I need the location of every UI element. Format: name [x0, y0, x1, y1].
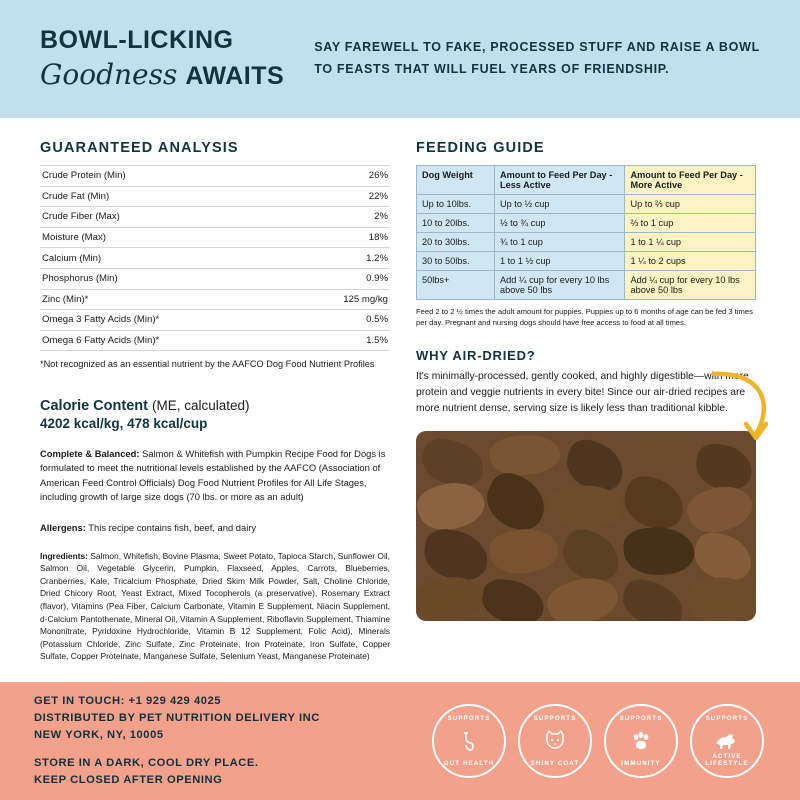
- table-row: [417, 195, 756, 214]
- footer-storage-line2: KEEP CLOSED AFTER OPENING: [34, 774, 223, 787]
- ingredients-text: Salmon, Whitefish, Bovine Plasma, Sweet Potato, Tapioca Starch, Sunflower Oil, Salmon Oil, Vegetable Glycerin, Pumpkin, Flaxseed, Apples, Carrots, Blueberries, Cranberries, Kale, Tricalcium Phosphate, Dried Skim Milk Powder, Salt, Choline Chloride, Dried Chicory Root, Yeast Extract, Mixed Tocopherols (a preservative), Rosemary Extract (flavor), Vitamins (Pea Fiber, Calcium Carbonate, Vitamin E Supplement, Niacin Supplement, d-Calcium Pantothenate, Mineral Oil, Vitamin A Supplement, Riboflavin Supplement, Thiamine Mononitrate, Pyridoxine Hydrochloride, Vitamin B 12 Supplement, Folic Acid), Minerals (Potassium Chloride, Zinc Sulfate, Zinc Proteinate, Iron Proteinate, Iron Sulfate, Copper Sulfate, Copper Proteinate, Manganese Sulfate, Selenium Yeast, Manganese Proteinate): [40, 550, 390, 662]
- header-tagline: SAY FAREWELL TO FAKE, PROCESSED STUFF AND RAISE A BOWL TO FEASTS THAT WILL FUEL YEARS OF FRIENDSHIP.: [314, 40, 760, 76]
- table-row: [40, 330, 390, 351]
- allergens-text: This recipe contains fish, beef, and dairy: [85, 522, 257, 533]
- cell-more-active: Up to ⅔ cup: [625, 195, 756, 214]
- product-photo: [416, 431, 756, 621]
- curved-arrow-icon: [708, 368, 778, 448]
- table-row: [417, 252, 756, 271]
- nutrient-name: Moisture (Max): [42, 232, 106, 244]
- dog-icon: [542, 729, 568, 753]
- nutrient-name: Calcium (Min): [42, 252, 102, 264]
- badge-bottom-text: SHINY COAT: [530, 760, 580, 767]
- badge-bottom-text: IMMUNITY: [621, 760, 661, 767]
- table-row: [40, 207, 390, 228]
- cell-less-active: Up to ½ cup: [494, 195, 625, 214]
- why-air-dried-block: [416, 348, 756, 417]
- badge-top-text: SUPPORTS: [619, 715, 663, 722]
- badge-shiny-coat: [518, 704, 592, 778]
- footer-distributor-line2: NEW YORK, NY, 10005: [34, 729, 164, 742]
- badge-top-text: SUPPORTS: [447, 715, 491, 722]
- running-dog-icon: [713, 730, 741, 752]
- paw-icon: [629, 729, 653, 753]
- cell-weight: 50lbs+: [417, 271, 495, 300]
- complete-balanced-label: Complete & Balanced:: [40, 447, 140, 459]
- cell-more-active: 1 to 1 ¼ cup: [625, 233, 756, 252]
- nutrient-name: Omega 3 Fatty Acids (Min)*: [42, 314, 160, 326]
- nutrient-name: Crude Protein (Min): [42, 170, 126, 182]
- nutrient-value: 2%: [374, 211, 388, 223]
- header-title-block: [40, 27, 284, 91]
- footer-contact-block: [34, 693, 414, 790]
- nutrient-name: Omega 6 Fatty Acids (Min)*: [42, 335, 160, 347]
- badge-bottom-text: ACTIVE LIFESTYLE: [705, 753, 749, 767]
- right-column: [416, 140, 756, 663]
- table-row: [417, 214, 756, 233]
- calorie-heading-note: (ME, calculated): [151, 397, 250, 413]
- nutrient-value: 125 mg/kg: [343, 293, 388, 305]
- table-row: [40, 268, 390, 289]
- table-row: [40, 248, 390, 269]
- header-title-script: Goodness: [40, 57, 178, 91]
- cell-more-active: ⅔ to 1 cup: [625, 214, 756, 233]
- feeding-guide-title: FEEDING GUIDE: [416, 140, 545, 156]
- header-title-line1: BOWL-LICKING: [40, 26, 234, 55]
- allergens-label: Allergens:: [40, 522, 86, 533]
- nutrient-value: 26%: [368, 170, 388, 182]
- cell-weight: 20 to 30lbs.: [417, 233, 495, 252]
- column-header-less-active: Amount to Feed Per Day - Less Active: [494, 166, 625, 195]
- nutrient-value: 18%: [368, 232, 388, 244]
- column-header-more-active: Amount to Feed Per Day - More Active: [625, 166, 756, 195]
- footer-banner: [0, 682, 800, 800]
- benefit-badges: [432, 704, 764, 778]
- nutrient-name: Crude Fat (Min): [42, 190, 110, 202]
- guaranteed-analysis-title: GUARANTEED ANALYSIS: [40, 140, 239, 156]
- table-row: [417, 233, 756, 252]
- nutrient-value: 22%: [368, 190, 388, 202]
- stomach-icon: [457, 729, 481, 753]
- header-title-awaits: AWAITS: [185, 61, 285, 90]
- table-row: [40, 227, 390, 248]
- table-row: [40, 310, 390, 331]
- calorie-value: 4202 kcal/kg, 478 kcal/cup: [40, 415, 208, 431]
- nutrient-name: Zinc (Min)*: [42, 293, 89, 305]
- column-header-weight: Dog Weight: [417, 166, 495, 195]
- nutrient-value: 0.5%: [366, 314, 388, 326]
- header-banner: [0, 0, 800, 118]
- why-air-dried-body: It's minimally-processed, gently cooked, and highly digestible—with more protein and veggie nutrients in every bite! Since our air-dried recipes are more nutrient dense, serving size is likely less than traditional kibble.: [416, 371, 749, 414]
- table-header-row: [417, 166, 756, 195]
- footer-distributor-line1: DISTRIBUTED BY PET NUTRITION DELIVERY INC: [34, 711, 320, 724]
- nutrient-value: 1.2%: [366, 252, 388, 264]
- complete-balanced-paragraph: [40, 447, 390, 505]
- allergens-paragraph: [40, 521, 390, 536]
- table-row: [40, 186, 390, 207]
- feeding-guide-note: Feed 2 to 2 ½ times the adult amount for puppies. Puppies up to 6 months of age can be fed 3 times per day. Pregnant and nursing dogs should have free access to food at all times.: [416, 307, 753, 327]
- badge-bottom-text: GUT HEALTH: [443, 760, 495, 767]
- cell-less-active: Add ¼ cup for every 10 lbs above 50 lbs: [494, 271, 625, 300]
- feeding-guide-table: [416, 165, 756, 300]
- badge-active-lifestyle: [690, 704, 764, 778]
- cell-weight: 10 to 20lbs.: [417, 214, 495, 233]
- badge-gut-health: [432, 704, 506, 778]
- cell-less-active: ¾ to 1 cup: [494, 233, 625, 252]
- table-row: [40, 166, 390, 187]
- kibble-pieces: [416, 431, 756, 621]
- nutrient-name: Phosphorus (Min): [42, 273, 118, 285]
- footer-contact: GET IN TOUCH: +1 929 429 4025: [34, 694, 222, 707]
- badge-top-text: SUPPORTS: [705, 715, 749, 722]
- badge-top-text: SUPPORTS: [533, 715, 577, 722]
- guaranteed-analysis-footnote: *Not recognized as an essential nutrient by the AAFCO Dog Food Nutrient Profiles: [40, 359, 375, 370]
- table-row: [417, 271, 756, 300]
- ingredients-label: Ingredients:: [40, 550, 88, 561]
- cell-weight: Up to 10lbs.: [417, 195, 495, 214]
- cell-less-active: 1 to 1 ½ cup: [494, 252, 625, 271]
- calorie-heading: Calorie Content: [40, 397, 148, 414]
- left-column: [40, 140, 390, 663]
- ingredients-paragraph: [40, 550, 390, 663]
- badge-immunity: [604, 704, 678, 778]
- calorie-content-block: [40, 398, 390, 431]
- table-row: [40, 289, 390, 310]
- complete-balanced-text: Salmon & Whitefish with Pumpkin Recipe Food for Dogs is formulated to meet the nutritional levels established by the AAFCO (Association of American Feed Control Officials) Dog Food Nutrient Profiles for All Life Stages, including growth of large size dogs (70 lbs. or more as an adult): [40, 447, 386, 503]
- cell-more-active: 1 ¼ to 2 cups: [625, 252, 756, 271]
- nutrient-value: 1.5%: [366, 335, 388, 347]
- cell-weight: 30 to 50lbs.: [417, 252, 495, 271]
- footer-storage-line1: STORE IN A DARK, COOL DRY PLACE.: [34, 756, 259, 769]
- guaranteed-analysis-table: [40, 165, 390, 351]
- why-air-dried-title: WHY AIR-DRIED?: [416, 348, 536, 363]
- cell-less-active: ½ to ¾ cup: [494, 214, 625, 233]
- nutrient-value: 0.9%: [366, 273, 388, 285]
- content-area: [0, 118, 800, 663]
- nutrient-name: Crude Fiber (Max): [42, 211, 120, 223]
- cell-more-active: Add ¼ cup for every 10 lbs above 50 lbs: [625, 271, 756, 300]
